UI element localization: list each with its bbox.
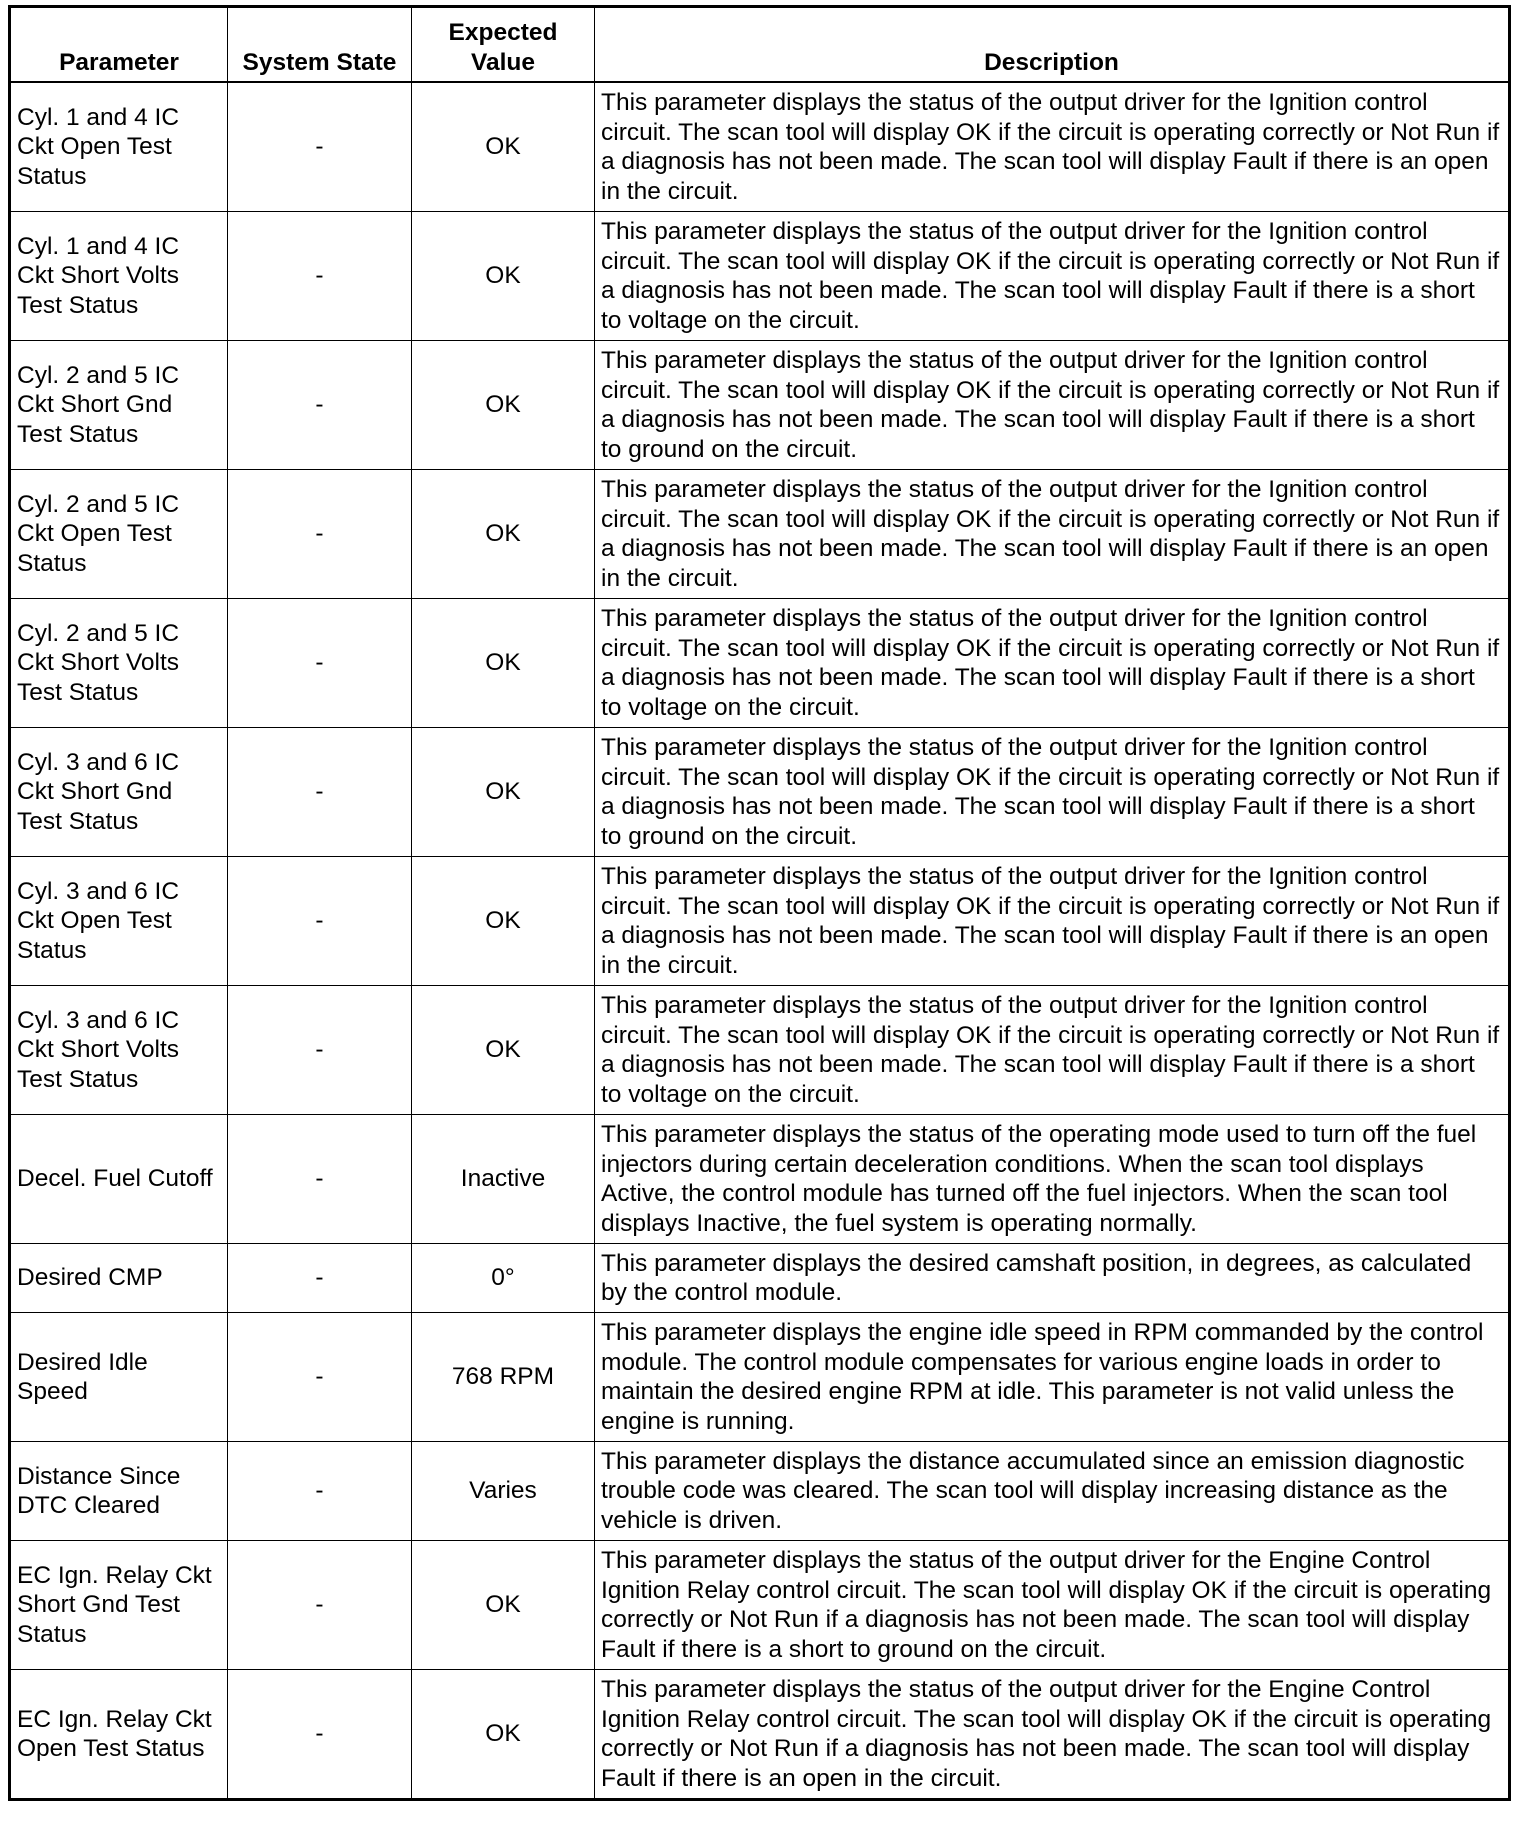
table-row xyxy=(10,1115,1510,1244)
header-system-state: System State xyxy=(228,7,412,83)
cell-description: This parameter displays the status of the output driver for the Ignition control circuit. The scan tool will display OK if the circuit is operating correctly or Not Run if a diagnosis has not been made. The scan tool will display Fault if there is an open in the circuit. xyxy=(595,82,1510,212)
cell-expected-value: OK xyxy=(412,212,595,341)
cell-description: This parameter displays the status of the operating mode used to turn off the fuel injectors during certain deceleration conditions. When the scan tool displays Active, the control module has turned off the fuel injectors. When the scan tool displays Inactive, the fuel system is operating normally. xyxy=(595,1115,1510,1244)
cell-description: This parameter displays the status of the output driver for the Engine Control Ignition Relay control circuit. The scan tool will display OK if the circuit is operating correctly or Not Run if a diagnosis has not been made. The scan tool will display Fault if there is a short to ground on the circuit. xyxy=(595,1541,1510,1670)
cell-parameter: Cyl. 2 and 5 IC Ckt Short Gnd Test Status xyxy=(10,341,228,470)
cell-system-state: - xyxy=(228,1442,412,1541)
table-row xyxy=(10,1442,1510,1541)
cell-expected-value: OK xyxy=(412,470,595,599)
table-header-row xyxy=(10,7,1510,83)
cell-expected-value: OK xyxy=(412,1670,595,1800)
cell-system-state: - xyxy=(228,599,412,728)
table-row xyxy=(10,599,1510,728)
cell-parameter: Distance Since DTC Cleared xyxy=(10,1442,228,1541)
cell-expected-value: 0° xyxy=(412,1244,595,1313)
header-expected-value xyxy=(412,7,595,83)
cell-expected-value: OK xyxy=(412,599,595,728)
cell-description: This parameter displays the status of the output driver for the Ignition control circuit. The scan tool will display OK if the circuit is operating correctly or Not Run if a diagnosis has not been made. The scan tool will display Fault if there is a short to voltage on the circuit. xyxy=(595,212,1510,341)
cell-expected-value: OK xyxy=(412,857,595,986)
cell-system-state: - xyxy=(228,1313,412,1442)
header-description: Description xyxy=(595,7,1510,83)
cell-description: This parameter displays the status of the output driver for the Engine Control Ignition Relay control circuit. The scan tool will display OK if the circuit is operating correctly or Not Run if a diagnosis has not been made. The scan tool will display Fault if there is an open in the circuit. xyxy=(595,1670,1510,1800)
cell-system-state: - xyxy=(228,212,412,341)
table-row xyxy=(10,1541,1510,1670)
table-row xyxy=(10,986,1510,1115)
cell-parameter: Cyl. 2 and 5 IC Ckt Open Test Status xyxy=(10,470,228,599)
cell-description: This parameter displays the status of the output driver for the Ignition control circuit. The scan tool will display OK if the circuit is operating correctly or Not Run if a diagnosis has not been made. The scan tool will display Fault if there is an open in the circuit. xyxy=(595,470,1510,599)
table-row xyxy=(10,1244,1510,1313)
cell-expected-value: Inactive xyxy=(412,1115,595,1244)
cell-parameter: Cyl. 3 and 6 IC Ckt Open Test Status xyxy=(10,857,228,986)
cell-expected-value: OK xyxy=(412,82,595,212)
cell-parameter: Cyl. 2 and 5 IC Ckt Short Volts Test Status xyxy=(10,599,228,728)
cell-system-state: - xyxy=(228,986,412,1115)
cell-description: This parameter displays the engine idle speed in RPM commanded by the control module. The control module compensates for various engine loads in order to maintain the desired engine RPM at idle. This parameter is not valid unless the engine is running. xyxy=(595,1313,1510,1442)
cell-system-state: - xyxy=(228,82,412,212)
header-expected-value-line1: Expected xyxy=(448,19,558,46)
cell-system-state: - xyxy=(228,1541,412,1670)
cell-system-state: - xyxy=(228,857,412,986)
cell-description: This parameter displays the distance accumulated since an emission diagnostic trouble code was cleared. The scan tool will display increasing distance as the vehicle is driven. xyxy=(595,1442,1510,1541)
cell-expected-value: OK xyxy=(412,986,595,1115)
table-row xyxy=(10,1313,1510,1442)
cell-parameter: Desired Idle Speed xyxy=(10,1313,228,1442)
cell-description: This parameter displays the status of the output driver for the Ignition control circuit. The scan tool will display OK if the circuit is operating correctly or Not Run if a diagnosis has not been made. The scan tool will display Fault if there is a short to ground on the circuit. xyxy=(595,341,1510,470)
cell-system-state: - xyxy=(228,341,412,470)
cell-system-state: - xyxy=(228,1244,412,1313)
table-row xyxy=(10,470,1510,599)
cell-parameter: Cyl. 3 and 6 IC Ckt Short Volts Test Status xyxy=(10,986,228,1115)
cell-expected-value: 768 RPM xyxy=(412,1313,595,1442)
table-row xyxy=(10,212,1510,341)
cell-parameter: Cyl. 1 and 4 IC Ckt Open Test Status xyxy=(10,82,228,212)
table-row xyxy=(10,728,1510,857)
cell-system-state: - xyxy=(228,1670,412,1800)
cell-expected-value: OK xyxy=(412,1541,595,1670)
header-parameter: Parameter xyxy=(10,7,228,83)
cell-parameter: Cyl. 3 and 6 IC Ckt Short Gnd Test Status xyxy=(10,728,228,857)
cell-system-state: - xyxy=(228,728,412,857)
cell-expected-value: Varies xyxy=(412,1442,595,1541)
cell-parameter: Desired CMP xyxy=(10,1244,228,1313)
cell-description: This parameter displays the status of the output driver for the Ignition control circuit. The scan tool will display OK if the circuit is operating correctly or Not Run if a diagnosis has not been made. The scan tool will display Fault if there is a short to ground on the circuit. xyxy=(595,728,1510,857)
cell-system-state: - xyxy=(228,470,412,599)
header-expected-value-line2: Value xyxy=(470,48,535,76)
cell-parameter: EC Ign. Relay Ckt Short Gnd Test Status xyxy=(10,1541,228,1670)
cell-description: This parameter displays the desired camshaft position, in degrees, as calculated by the control module. xyxy=(595,1244,1510,1313)
cell-description: This parameter displays the status of the output driver for the Ignition control circuit. The scan tool will display OK if the circuit is operating correctly or Not Run if a diagnosis has not been made. The scan tool will display Fault if there is an open in the circuit. xyxy=(595,857,1510,986)
cell-description: This parameter displays the status of the output driver for the Ignition control circuit. The scan tool will display OK if the circuit is operating correctly or Not Run if a diagnosis has not been made. The scan tool will display Fault if there is a short to voltage on the circuit. xyxy=(595,986,1510,1115)
table-row xyxy=(10,341,1510,470)
cell-expected-value: OK xyxy=(412,728,595,857)
cell-description: This parameter displays the status of the output driver for the Ignition control circuit. The scan tool will display OK if the circuit is operating correctly or Not Run if a diagnosis has not been made. The scan tool will display Fault if there is a short to voltage on the circuit. xyxy=(595,599,1510,728)
table-row xyxy=(10,82,1510,212)
table-row xyxy=(10,1670,1510,1800)
cell-parameter: Decel. Fuel Cutoff xyxy=(10,1115,228,1244)
cell-system-state: - xyxy=(228,1115,412,1244)
parameter-table xyxy=(8,5,1511,1801)
cell-parameter: EC Ign. Relay Ckt Open Test Status xyxy=(10,1670,228,1800)
table-row xyxy=(10,857,1510,986)
cell-expected-value: OK xyxy=(412,341,595,470)
cell-parameter: Cyl. 1 and 4 IC Ckt Short Volts Test Status xyxy=(10,212,228,341)
